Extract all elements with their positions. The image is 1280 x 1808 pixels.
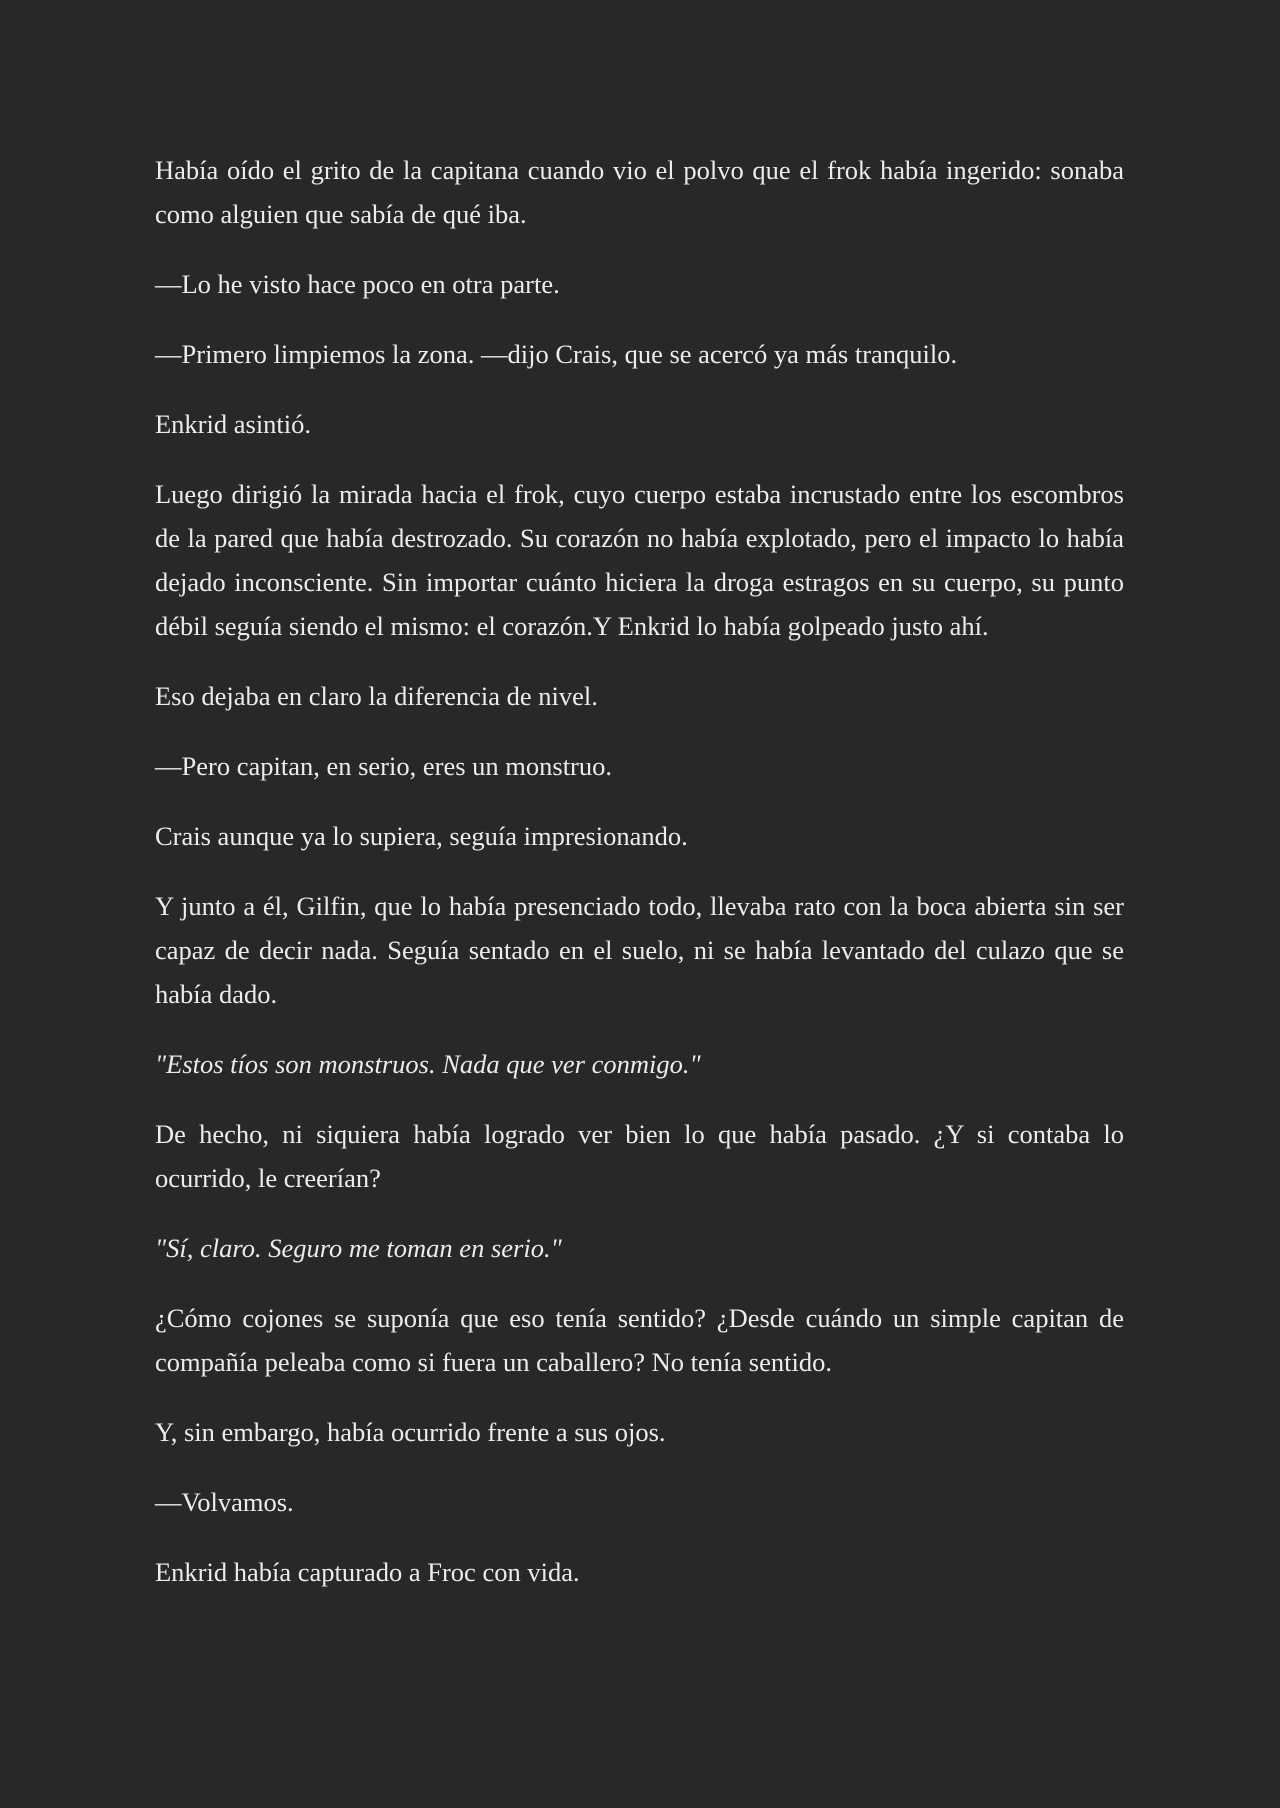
reading-page xyxy=(155,148,1124,1620)
paragraph: De hecho, ni siquiera había logrado ver bien lo que había pasado. ¿Y si contaba lo ocurrido, le creerían? xyxy=(155,1119,1124,1193)
paragraph: Había oído el grito de la capitana cuando vio el polvo que el frok había ingerido: sonaba como alguien que sabía de qué iba. xyxy=(155,155,1124,229)
dialogue-line: —Pero capitan, en serio, eres un monstruo. xyxy=(155,751,613,781)
dialogue-line: —Lo he visto hace poco en otra parte. xyxy=(155,269,560,299)
paragraph: Enkrid había capturado a Froc con vida. xyxy=(155,1557,580,1587)
paragraph: Y, sin embargo, había ocurrido frente a sus ojos. xyxy=(155,1417,666,1447)
dialogue-line: —Primero limpiemos la zona. —dijo Crais, que se acercó ya más tranquilo. xyxy=(155,339,958,369)
thought-line: "Sí, claro. Seguro me toman en serio." xyxy=(155,1233,562,1263)
paragraph: ¿Cómo cojones se suponía que eso tenía sentido? ¿Desde cuándo un simple capitan de compañía peleaba como si fuera un caballero? No tenía sentido. xyxy=(155,1303,1124,1377)
paragraph: Enkrid asintió. xyxy=(155,409,312,439)
thought-line: "Estos tíos son monstruos. Nada que ver conmigo." xyxy=(155,1049,701,1079)
paragraph: Eso dejaba en claro la diferencia de nivel. xyxy=(155,681,598,711)
paragraph: Crais aunque ya lo supiera, seguía impresionando. xyxy=(155,821,688,851)
paragraph: Luego dirigió la mirada hacia el frok, cuyo cuerpo estaba incrustado entre los escombros de la pared que había destrozado. Su corazón no había explotado, pero el impacto lo había dejado inconsciente. Sin importar cuánto hiciera la droga estragos en su cuerpo, su punto débil seguía siendo el mismo: el corazón.Y Enkrid lo había golpeado justo ahí. xyxy=(155,479,1124,641)
paragraph: Y junto a él, Gilfin, que lo había presenciado todo, llevaba rato con la boca abierta sin ser capaz de decir nada. Seguía sentado en el suelo, ni se había levantado del culazo que se había dado. xyxy=(155,891,1124,1009)
dialogue-line: —Volvamos. xyxy=(155,1487,294,1517)
